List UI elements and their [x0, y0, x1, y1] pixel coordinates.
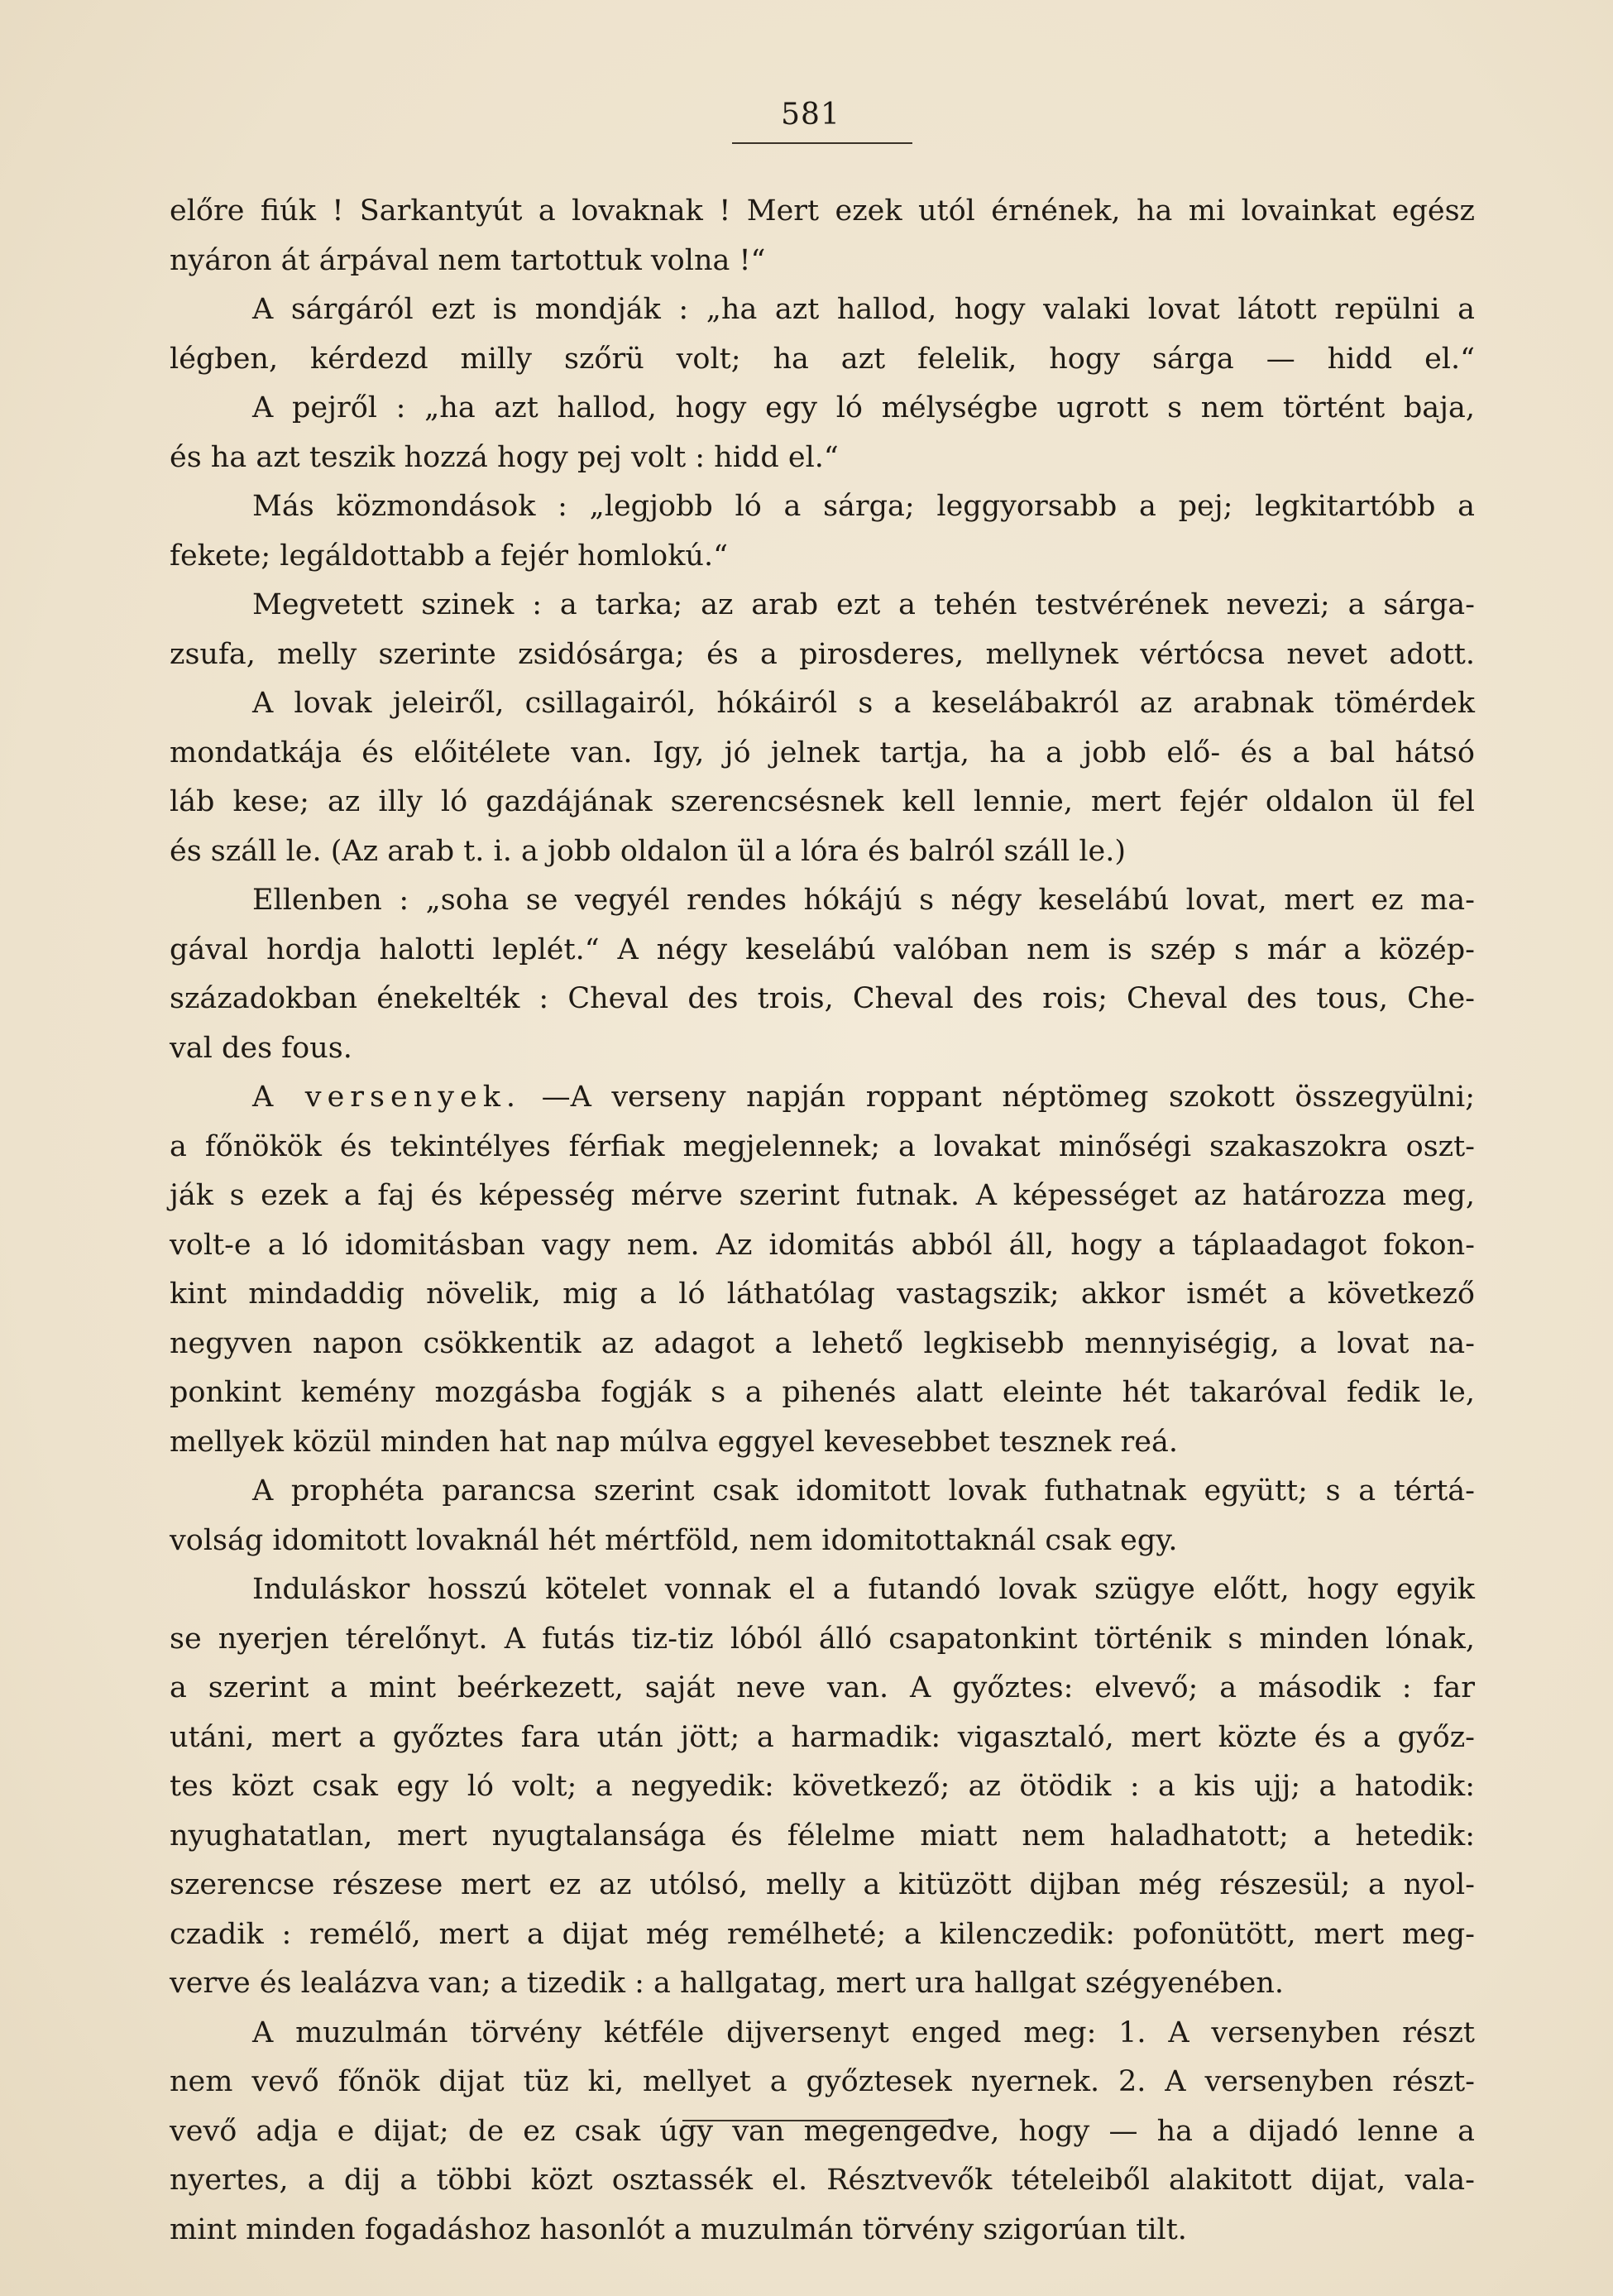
text-line: A pejről : „ha azt hallod, hogy egy ló mélységbe ugrott s nem történt baja,	[252, 391, 1475, 424]
text-line: gával hordja halotti leplét.“ A négy keselábú valóban nem is szép s már a közép-	[170, 932, 1475, 966]
text-line: tes közt csak egy ló volt; a negyedik: következő; az ötödik : a kis ujj; a hatodik:	[170, 1770, 1475, 1803]
text-line: Induláskor hosszú kötelet vonnak el a futandó lovak szügye előtt, hogy egyik	[252, 1573, 1475, 1606]
text-line: utáni, mert a győztes fara után jött; a harmadik: vigasztaló, mert közte és a győz-	[170, 1720, 1475, 1754]
text-line: A lovak jeleiről, csillagairól, hókáiról s a keselábakról az arabnak tömérdek	[252, 687, 1475, 720]
text-line: mint minden fogadáshoz hasonlót a muzulmán törvény szigorúan tilt.	[170, 2212, 1187, 2246]
body-text	[170, 187, 1475, 2255]
text-line: verve és lealázva van; a tizedik : a hallgatag, mert ura hallgat szégyenében.	[170, 1967, 1285, 2000]
text-line: A versenyek. —A verseny napján roppant néptömeg szokott összegyülni;	[252, 1081, 1475, 1114]
text-line: A sárgáról ezt is mondják : „ha azt hallod, hogy valaki lovat látott repülni a	[252, 293, 1475, 326]
text-line: ponkint kemény mozgásba fogják s a pihenés alatt eleinte hét takaróval fedik le,	[170, 1376, 1475, 1409]
text-line: val des fous.	[170, 1031, 352, 1065]
text-line: A muzulmán törvény kétféle dijversenyt enged meg: 1. A versenyben részt	[252, 2016, 1475, 2049]
text-line: volt-e a ló idomitásban vagy nem. Az idomitás abból áll, hogy a táplaadagot fokon-	[170, 1228, 1475, 1262]
text-line: Megvetett szinek : a tarka; az arab ezt a tehén testvérének nevezi; a sárga-	[252, 588, 1475, 621]
text-line: és száll le. (Az arab t. i. a jobb oldalon ül a lóra és balról száll le.)	[170, 834, 1127, 868]
text-line: se nyerjen térelőnyt. A futás tiz-tiz lóból álló csapatonkint történik s minden lónak,	[170, 1622, 1475, 1656]
page-number: 581	[781, 98, 840, 132]
text-line: nyughatatlan, mert nyugtalansága és félelme miatt nem haladhatott; a hetedik:	[170, 1819, 1475, 1853]
text-line: nyáron át árpával nem tartottuk volna !“	[170, 243, 766, 277]
text-line: a szerint a mint beérkezett, saját neve van. A győztes: elvevő; a második : far	[170, 1671, 1475, 1704]
text-line: és ha azt teszik hozzá hogy pej volt : hidd el.“	[170, 440, 839, 474]
header-rule	[732, 142, 912, 144]
text-line: a főnökök és tekintélyes férfiak megjelennek; a lovakat minőségi szakaszokra oszt-	[170, 1129, 1475, 1163]
text-line: negyven napon csökkentik az adagot a lehető legkisebb mennyiségig, a lovat na-	[170, 1326, 1475, 1360]
text-line: légben, kérdezd milly szőrü volt; ha azt felelik, hogy sárga — hidd el.“	[170, 342, 1475, 376]
text-line: nyertes, a dij a többi közt osztassék el. Résztvevők tételeiből alakitott dijat, vala-	[170, 2164, 1475, 2197]
text-line: A prophéta parancsa szerint csak idomitott lovak futhatnak együtt; s a tértá-	[252, 1474, 1475, 1507]
text-line: előre fiúk ! Sarkantyút a lovaknak ! Mert ezek utól érnének, ha mi lovainkat egész	[170, 194, 1475, 228]
text-line: czadik : remélő, mert a dijat még remélheté; a kilenczedik: pofonütött, mert meg-	[170, 1917, 1475, 1951]
text-line: zsufa, melly szerinte zsidósárga; és a pirosderes, mellynek vértócsa nevet adott.	[170, 637, 1475, 671]
text-line: ják s ezek a faj és képesség mérve szerint futnak. A képességet az határozza meg,	[170, 1179, 1475, 1212]
text-line: nem vevő főnök dijat tüz ki, mellyet a győztesek nyernek. 2. A versenyben részt-	[170, 2065, 1475, 2098]
footer-rule	[682, 2120, 951, 2121]
text-line: fekete; legáldottabb a fejér homlokú.“	[170, 539, 728, 573]
text-line: Ellenben : „soha se vegyél rendes hókájú s négy keselábú lovat, mert ez ma-	[252, 884, 1475, 917]
text-line: vevő adja e dijat; de ez csak úgy van megengedve, hogy — ha a dijadó lenne a	[170, 2114, 1475, 2148]
section-heading: A versenyek.	[252, 1081, 522, 1114]
text-line: láb kese; az illy ló gazdájának szerencsésnek kell lennie, mert fejér oldalon ül fel	[170, 785, 1475, 818]
text-line: kint mindaddig növelik, mig a ló láthatólag vastagszik; akkor ismét a következő	[170, 1277, 1475, 1311]
text-line: volság idomitott lovaknál hét mértföld, nem idomitottaknál csak egy.	[170, 1523, 1178, 1557]
text-line: szerencse részese mert ez az utólsó, melly a kitüzött dijban még részesül; a nyol-	[170, 1868, 1475, 1901]
text-line: századokban énekelték : Cheval des trois, Cheval des rois; Cheval des tous, Che-	[170, 982, 1475, 1015]
text-line: mellyek közül minden hat nap múlva eggyel kevesebbet tesznek reá.	[170, 1425, 1178, 1459]
text-line: Más közmondások : „legjobb ló a sárga; leggyorsabb a pej; legkitartóbb a	[252, 490, 1475, 523]
text-line: mondatkája és előitélete van. Igy, jó jelnek tartja, ha a jobb elő- és a bal hátsó	[170, 736, 1475, 769]
